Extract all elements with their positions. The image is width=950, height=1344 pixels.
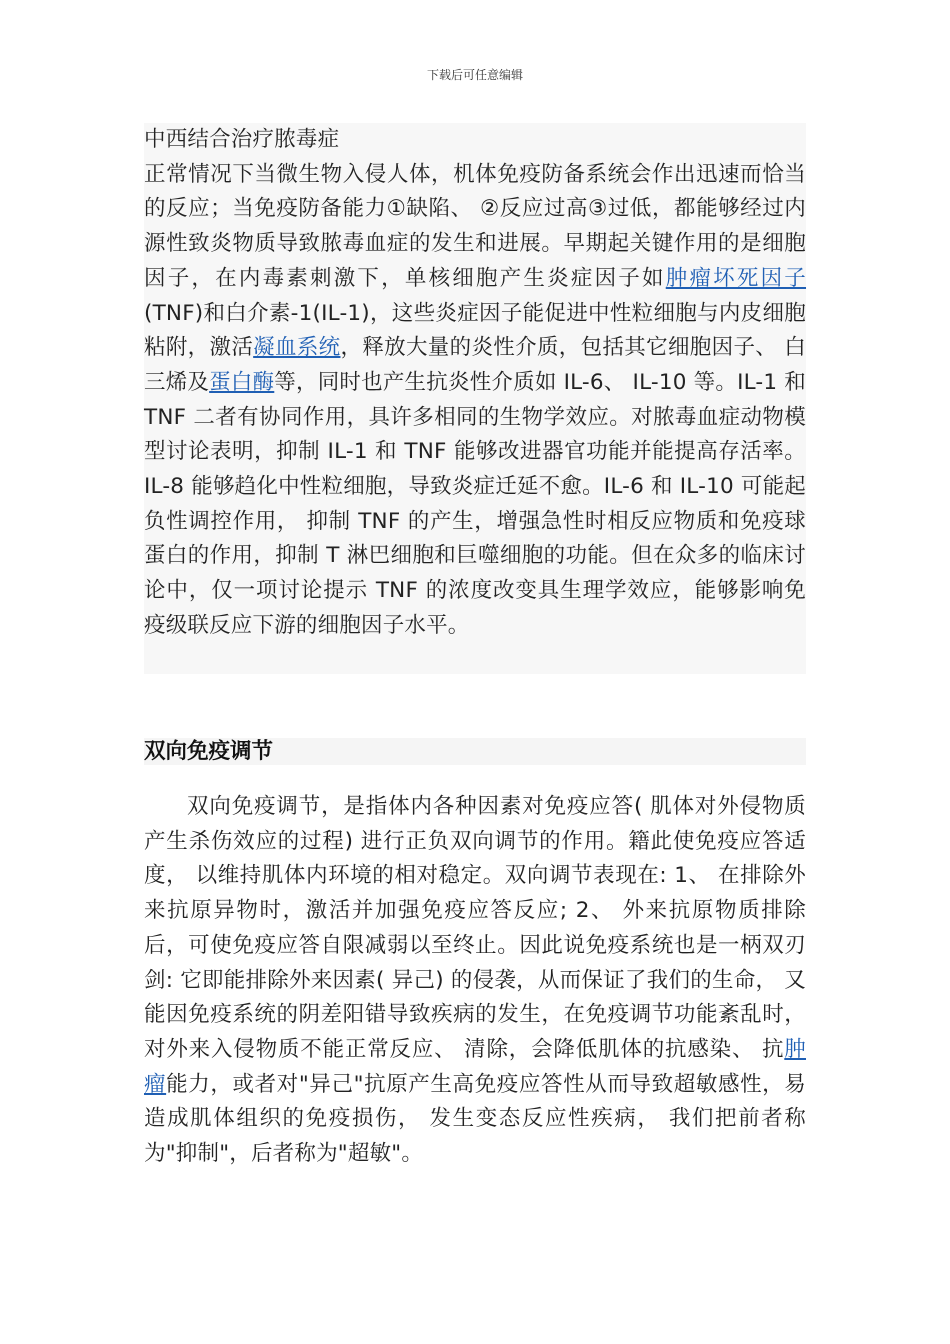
section-heading-bar bbox=[144, 738, 806, 765]
link-protease[interactable]: 蛋白酶 bbox=[209, 369, 275, 395]
text-run: 能力，或者对"异己"抗原产生高免疫应答性从而导致超敏感性，易造成肌体组织的免疫损伤， 发生变态反应性疾病， 我们把前者称为"抑制"，后者称为"超敏"。 bbox=[144, 1071, 807, 1167]
text-run: ，释放大量的炎性介质，包括其它细胞因子、 白三烯及 bbox=[144, 335, 806, 395]
text-run: 等，同时也产生抗炎性介质如 IL-6、 IL-10 等。IL-1 和 TNF 二者有协同作用，具许多相同的生物学效应。对脓毒血症动物模型讨论表明，抑制 IL-1 和 TNF 能够改进器官功能并能提高存活率。IL-8 能够趋化中性粒细胞，导致炎症迁延不愈。IL-6 和 IL-10 可能起负性调控作用， 抑制 TNF 的产生，增强急性时相反应物质和免疫球蛋白的作用，抑制 T 淋巴细胞和巨噬细胞的功能。但在众多的临床讨论中，仅一项讨论提示 TNF 的浓度改变具生理学效应，能够影响免疫级联反应下游的细胞因子水平。 bbox=[144, 369, 806, 638]
section-paragraph bbox=[144, 790, 806, 1172]
text-run: (TNF)和白介素-1(IL-1)，这些炎症因子能促进中性粒细胞与内皮细胞粘附，激活 bbox=[144, 300, 806, 361]
link-tnf[interactable]: 肿瘤坏死因子 bbox=[665, 265, 807, 291]
page-header-note: 下载后可任意编辑 bbox=[426, 68, 523, 82]
text-run: 双向免疫调节，是指体内各种因素对免疫应答( 肌体对外侵物质产生杀伤效应的过程) 进行正负双向调节的作用。籍此使免疫应答适度， 以维持肌体内环境的相对稳定。双向调节表现在: 1、 在排除外来抗原异物时，激活并加强免疫应答反应; 2、 外来抗原物质排除后，可使免疫应答自限减弱以至终止。因此说免疫系统也是一柄双刃剑: 它即能排除外来因素( 异己) 的侵袭，从而保证了我们的生命， 又能因免疫系统的阴差阳错导致疾病的发生，在免疫调节功能紊乱时，对外来入侵物质不能正常反应、 清除，会降低肌体的抗感染、 抗 bbox=[144, 794, 806, 1062]
section-paragraph bbox=[144, 158, 806, 644]
link-tumor[interactable]: 肿瘤 bbox=[144, 1036, 806, 1097]
section-title: 双向免疫调节 bbox=[144, 739, 274, 764]
text-run: 正常情况下当微生物入侵人体，机体免疫防备系统会作出迅速而恰当的反应；当免疫防备能力①缺陷、 ②反应过高③过低，都能够经过内源性致炎物质导致脓毒血症的发生和进展。早期起关键作用的是细胞因子，在内毒素刺激下，单核细胞产生炎症因子如 bbox=[144, 161, 806, 291]
section-zhongxi-treatment bbox=[144, 123, 806, 674]
section-title: 中西结合治疗脓毒症 bbox=[144, 127, 340, 152]
link-coagulation-system[interactable]: 凝血系统 bbox=[253, 335, 341, 361]
